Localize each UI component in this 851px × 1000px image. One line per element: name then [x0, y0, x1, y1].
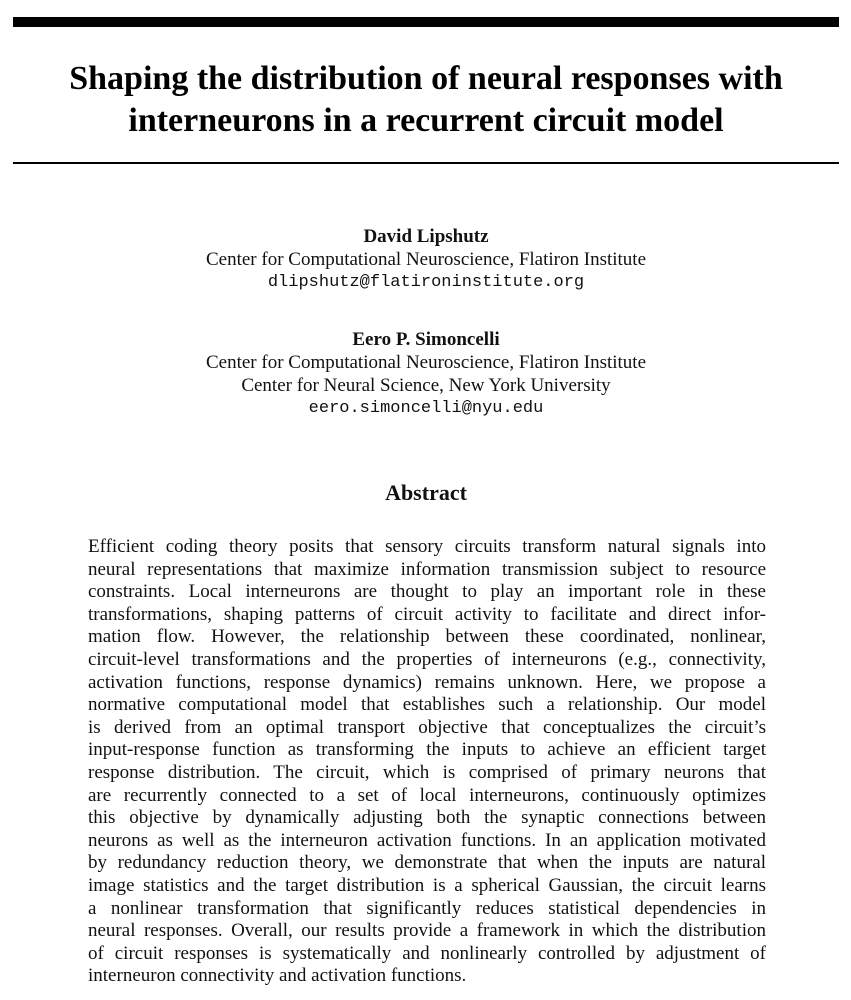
abstract-line: transformations, shaping patterns of circuit activity to facilitate and direct infor-	[88, 603, 766, 625]
abstract-line: of circuit responses is systematically and nonlinearly controlled by adjustment of	[88, 942, 766, 964]
title-line: Shaping the distribution of neural responses with	[69, 60, 783, 97]
author-block-lipshutz	[13, 225, 839, 295]
abstract-line: neurons as well as the interneuron activation functions. In an application motivated	[88, 829, 766, 851]
author-email: dlipshutz@flatironinstitute.org	[267, 273, 585, 292]
abstract-line: input-response function as transforming the inputs to achieve an efficient target	[88, 739, 766, 761]
author-block-simoncelli	[13, 328, 839, 421]
title-bottom-rule	[13, 162, 839, 164]
abstract-line: Efficient coding theory posits that sensory circuits transform natural signals into	[88, 536, 766, 557]
abstract-line: response distribution. The circuit, which is comprised of primary neurons that	[88, 761, 766, 783]
abstract-line: a nonlinear transformation that significantly reduces statistical dependencies in	[88, 897, 766, 919]
abstract-line: mation flow. However, the relationship between these coordinated, nonlinear,	[88, 626, 766, 648]
abstract-line: circuit-level transformations and the properties of interneurons (e.g., connectivity,	[88, 648, 766, 670]
abstract-line: activation functions, response dynamics) remains unknown. Here, we propose a	[88, 671, 766, 693]
paper-title	[13, 58, 839, 142]
abstract-line: normative computational model that establishes such a relationship. Our model	[88, 694, 766, 716]
abstract-line: this objective by dynamically adjusting both the synaptic connections between	[88, 807, 766, 829]
author-affiliation: Center for Computational Neuroscience, Flatiron Institute	[205, 352, 647, 373]
abstract-line: is derived from an optimal transport objective that conceptualizes the circuit’s	[88, 716, 766, 738]
author-affiliation: Center for Computational Neuroscience, Flatiron Institute	[205, 249, 647, 270]
author-name: Eero P. Simoncelli	[352, 329, 500, 350]
abstract-line: image statistics and the target distribution is a spherical Gaussian, the circuit learns	[88, 874, 766, 896]
author-name: David Lipshutz	[363, 226, 489, 247]
abstract-line: interneuron connectivity and activation functions.	[88, 965, 467, 987]
abstract-line: are recurrently connected to a set of local interneurons, continuously optimizes	[88, 784, 766, 806]
author-affiliation: Center for Neural Science, New York University	[241, 375, 611, 396]
top-rule	[13, 17, 839, 27]
abstract-line: neural representations that maximize information transmission subject to resource	[88, 558, 766, 580]
abstract-line: neural responses. Overall, our results provide a framework in which the distribution	[88, 920, 766, 942]
author-email: eero.simoncelli@nyu.edu	[308, 399, 544, 418]
title-line: interneurons in a recurrent circuit model	[128, 102, 724, 139]
abstract-heading: Abstract	[385, 480, 467, 505]
abstract-body	[88, 536, 766, 988]
abstract-line: by redundancy reduction theory, we demonstrate that when the inputs are natural	[88, 852, 766, 874]
abstract-line: constraints. Local interneurons are thought to play an important role in these	[88, 581, 766, 603]
